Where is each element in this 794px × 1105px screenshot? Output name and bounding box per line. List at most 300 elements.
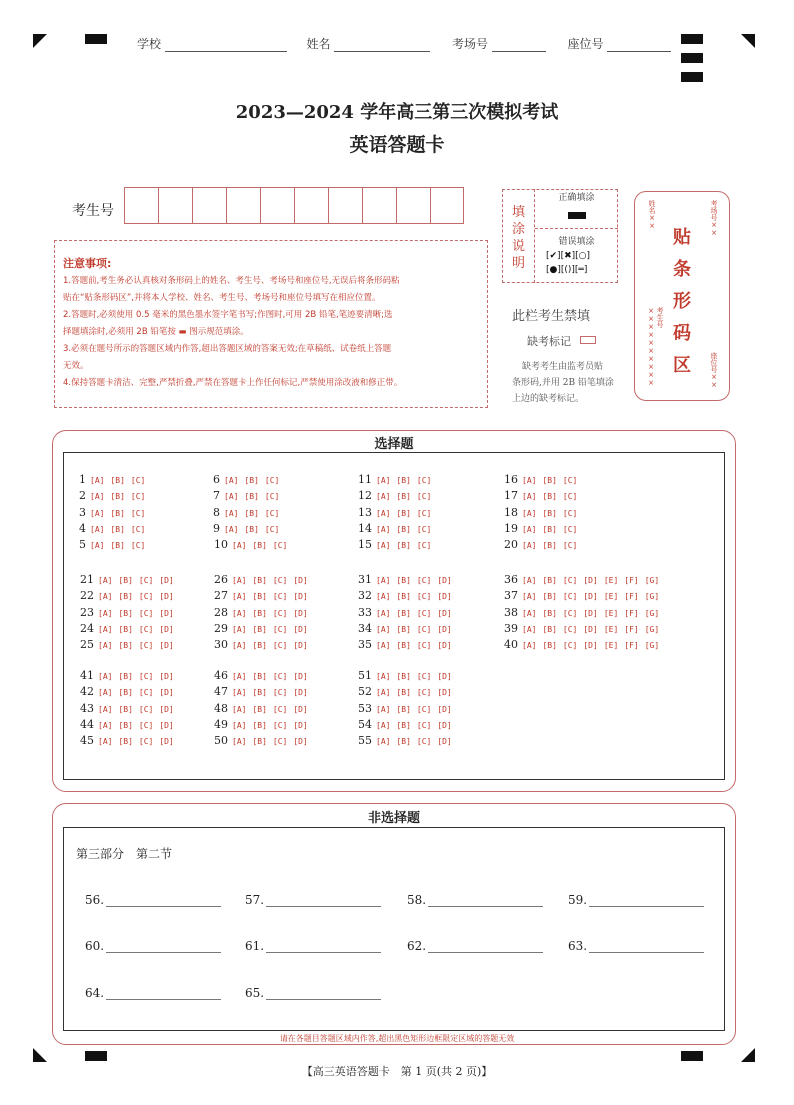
question-number: 54 [358,717,372,731]
part-label: 第三部分 第二节 [76,847,173,861]
answer-bubble-c[interactable]: [C] [130,524,146,534]
answer-bubble-g[interactable]: [G] [644,592,660,602]
exam-id-cell[interactable] [295,188,329,224]
exam-id-cell[interactable] [227,188,261,224]
answer-bubble-a[interactable]: [A] [232,688,247,698]
notes-line: 择题填涂时,必须用 2B 铅笔按 ▬ 图示规范填涂。 [63,327,249,337]
answer-bubble-a[interactable]: [A] [224,508,239,518]
answer-bubble-b[interactable]: [B] [110,524,125,534]
answer-bubble-b[interactable]: [B] [110,476,125,485]
answer-bubble-a[interactable]: [A] [522,492,537,502]
answer-bubble-c[interactable]: [C] [416,592,432,602]
fill-guide-char: 说 [512,239,526,254]
answer-bubble-b[interactable]: [B] [542,541,557,551]
answer-bubble-c[interactable]: [C] [264,492,280,502]
answer-bubble-a[interactable]: [A] [376,641,391,651]
barcode-examid-vertical: 考生号×××××××××× [647,307,664,387]
answer-bubble-d[interactable]: [D] [159,688,174,698]
answer-bubble-c[interactable]: [C] [416,576,432,585]
answer-bubble-a[interactable]: [A] [522,624,537,634]
answer-bubble-c[interactable]: [C] [130,541,146,551]
answer-bubble-a[interactable]: [A] [376,508,391,518]
answer-bubble-b[interactable]: [B] [396,624,411,634]
answer-line-62[interactable] [407,939,543,953]
barcode-char: 条 [673,259,691,280]
exam-id-cell[interactable] [125,188,159,224]
answer-line-57[interactable] [245,893,381,907]
answer-bubble-c[interactable]: [C] [416,508,432,518]
question-number: 16 [504,473,518,486]
answer-bubble-c[interactable]: [C] [138,720,154,730]
answer-bubble-a[interactable]: [A] [98,672,113,681]
answer-bubble-a[interactable]: [A] [90,524,105,534]
answer-bubble-c[interactable]: [C] [264,476,280,485]
notes-line: 4.保持答题卡清洁、完整,严禁折叠,严禁在答题卡上作任何标记,严禁使用涂改液和修正带。 [63,378,403,388]
answer-bubble-d[interactable]: [D] [583,608,598,618]
answer-bubble-c[interactable]: [C] [562,592,578,602]
answer-bubble-c[interactable]: [C] [562,508,578,518]
answer-bubble-a[interactable]: [A] [376,576,391,585]
wrong-fill-label: 错误填涂 [558,237,595,247]
exam-id-cell[interactable] [363,188,397,224]
question-number: 1 [79,473,86,486]
answer-bubble-c[interactable]: [C] [272,541,288,551]
answer-bubble-c[interactable]: [C] [138,688,154,698]
answer-bubble-c[interactable]: [C] [562,641,578,651]
answer-bubble-a[interactable]: [A] [98,608,113,618]
question-number: 20 [504,538,518,552]
answer-bubble-b[interactable]: [B] [396,688,411,698]
answer-bubble-b[interactable]: [B] [110,541,125,551]
answer-bubble-c[interactable]: [C] [272,720,288,730]
answer-bubble-b[interactable]: [B] [396,576,411,585]
answer-bubble-c[interactable]: [C] [272,672,288,681]
answer-bubble-c[interactable]: [C] [562,476,578,485]
answer-bubble-b[interactable]: [B] [542,641,557,651]
answer-bubble-a[interactable]: [A] [98,720,113,730]
answer-bubble-d[interactable]: [D] [437,592,452,602]
answer-bubble-c[interactable]: [C] [416,541,432,551]
answer-bubble-b[interactable]: [B] [542,624,557,634]
answer-bubble-a[interactable]: [A] [224,492,239,502]
answer-bubble-c[interactable]: [C] [562,492,578,502]
answer-blank[interactable] [106,895,221,907]
answer-bubble-a[interactable]: [A] [90,508,105,518]
answer-bubble-d[interactable]: [D] [159,592,174,602]
answer-bubble-a[interactable]: [A] [522,476,537,485]
answer-bubble-c[interactable]: [C] [562,541,578,551]
answer-bubble-f[interactable]: [F] [624,624,639,634]
answer-bubble-b[interactable]: [B] [252,641,267,651]
answer-bubble-e[interactable]: [E] [603,608,619,618]
answer-bubble-a[interactable]: [A] [90,476,105,485]
answer-bubble-d[interactable]: [D] [293,624,308,634]
answer-bubble-b[interactable]: [B] [118,672,133,681]
answer-bubble-a[interactable]: [A] [376,541,391,551]
answer-bubble-b[interactable]: [B] [396,476,411,485]
exam-id-cell[interactable] [193,188,227,224]
answer-bubble-g[interactable]: [G] [644,576,660,585]
answer-bubble-b[interactable]: [B] [542,492,557,502]
answer-bubble-c[interactable]: [C] [272,576,288,585]
answer-bubble-b[interactable]: [B] [244,476,259,485]
answer-blank[interactable] [266,895,381,907]
answer-bubble-a[interactable]: [A] [522,576,537,585]
answer-bubble-e[interactable]: [E] [603,641,619,651]
question-number: 50 [214,734,228,748]
answer-bubble-a[interactable]: [A] [232,704,247,714]
answer-bubble-b[interactable]: [B] [542,608,557,618]
answer-bubble-c[interactable]: [C] [138,608,154,618]
answer-line-56[interactable] [85,893,221,907]
answer-bubble-a[interactable]: [A] [522,541,537,551]
answer-bubble-c[interactable]: [C] [272,737,288,747]
answer-bubble-b[interactable]: [B] [244,492,259,502]
answer-bubble-b[interactable]: [B] [118,592,133,602]
answer-bubble-d[interactable]: [D] [293,641,308,651]
answer-blank[interactable] [266,941,381,953]
answer-bubble-b[interactable]: [B] [244,524,259,534]
exam-id-cell[interactable] [329,188,363,224]
answer-bubble-b[interactable]: [B] [542,476,557,485]
exam-id-cell[interactable] [431,188,465,224]
answer-bubble-a[interactable]: [A] [522,641,537,651]
answer-bubble-c[interactable]: [C] [138,592,154,602]
answer-bubble-b[interactable]: [B] [542,524,557,534]
answer-bubble-b[interactable]: [B] [252,624,267,634]
answer-bubble-d[interactable]: [D] [293,737,308,747]
answer-bubble-d[interactable]: [D] [293,720,308,730]
answer-bubble-d[interactable]: [D] [583,624,598,634]
answer-bubble-c[interactable]: [C] [562,624,578,634]
answer-bubble-d[interactable]: [D] [437,720,452,730]
answer-line-59[interactable] [568,893,704,907]
answer-bubble-b[interactable]: [B] [396,592,411,602]
answer-bubble-b[interactable]: [B] [252,704,267,714]
answer-bubble-b[interactable]: [B] [252,720,267,730]
answer-bubble-d[interactable]: [D] [293,672,308,681]
name-label: 姓名 [306,37,331,51]
name-field[interactable] [334,40,430,52]
answer-bubble-b[interactable]: [B] [252,541,267,551]
answer-bubble-a[interactable]: [A] [90,492,105,502]
answer-bubble-b[interactable]: [B] [252,672,267,681]
answer-bubble-d[interactable]: [D] [437,688,452,698]
answer-bubble-d[interactable]: [D] [293,688,308,698]
answer-bubble-a[interactable]: [A] [98,688,113,698]
answer-bubble-a[interactable]: [A] [98,704,113,714]
answer-line-64[interactable] [85,986,221,1000]
item-number: 63. [568,939,588,953]
answer-bubble-a[interactable]: [A] [224,476,239,485]
answer-bubble-a[interactable]: [A] [98,592,113,602]
answer-blank[interactable] [589,895,704,907]
answer-bubble-a[interactable]: [A] [376,476,391,485]
timing-block [681,34,703,44]
answer-bubble-c[interactable]: [C] [138,641,154,651]
answer-bubble-a[interactable]: [A] [232,592,247,602]
answer-bubble-c[interactable]: [C] [562,576,578,585]
item-number: 58. [407,893,427,907]
answer-bubble-d[interactable]: [D] [159,672,174,681]
answer-bubble-c[interactable]: [C] [272,592,288,602]
answer-bubble-d[interactable]: [D] [437,576,452,585]
answer-bubble-a[interactable]: [A] [376,688,391,698]
answer-bubble-c[interactable]: [C] [272,688,288,698]
answer-bubble-b[interactable]: [B] [396,672,411,681]
answer-line-65[interactable] [245,986,381,1000]
answer-blank[interactable] [428,941,543,953]
absent-desc-line: 条形码,并用 2B 铅笔填涂 [512,378,614,388]
answer-bubble-b[interactable]: [B] [542,592,557,602]
answer-bubble-b[interactable]: [B] [118,576,133,585]
answer-line-63[interactable] [568,939,704,953]
answer-bubble-d[interactable]: [D] [159,641,174,651]
wrong-fill-examples: [●][()][═] [546,265,588,275]
answer-bubble-b[interactable]: [B] [110,508,125,518]
notes-box [54,240,488,408]
notes-line: 1.答题前,考生务必认真核对条形码上的姓名、考生号、考场号和座位号,无误后将条形码粘 [63,276,400,286]
answer-bubble-b[interactable]: [B] [118,704,133,714]
answer-bubble-e[interactable]: [E] [603,576,619,585]
answer-bubble-a[interactable]: [A] [376,492,391,502]
answer-bubble-d[interactable]: [D] [293,576,308,585]
answer-bubble-c[interactable]: [C] [272,624,288,634]
answer-bubble-d[interactable]: [D] [159,737,174,747]
answer-bubble-b[interactable]: [B] [396,641,411,651]
notes-line: 无效。 [63,361,89,371]
answer-bubble-a[interactable]: [A] [232,624,247,634]
exam-id-boxes[interactable] [124,187,464,224]
answer-bubble-b[interactable]: [B] [110,492,125,502]
answer-bubble-a[interactable]: [A] [232,541,247,551]
answer-bubble-a[interactable]: [A] [232,737,247,747]
answer-bubble-d[interactable]: [D] [293,704,308,714]
answer-bubble-a[interactable]: [A] [98,576,113,585]
answer-bubble-c[interactable]: [C] [272,608,288,618]
answer-bubble-c[interactable]: [C] [130,476,146,485]
answer-bubble-c[interactable]: [C] [138,672,154,681]
answer-bubble-d[interactable]: [D] [159,624,174,634]
seat-field[interactable] [607,40,671,52]
question-number: 7 [213,489,220,503]
answer-bubble-d[interactable]: [D] [437,641,452,651]
answer-bubble-c[interactable]: [C] [138,576,154,585]
answer-bubble-d[interactable]: [D] [437,624,452,634]
answer-bubble-d[interactable]: [D] [159,720,174,730]
answer-bubble-c[interactable]: [C] [416,688,432,698]
answer-bubble-a[interactable]: [A] [522,592,537,602]
answer-bubble-c[interactable]: [C] [130,492,146,502]
answer-bubble-a[interactable]: [A] [522,524,537,534]
answer-bubble-a[interactable]: [A] [232,608,247,618]
question-number: 45 [80,734,94,748]
fill-guide-label [512,204,526,272]
answer-bubble-b[interactable]: [B] [252,737,267,747]
question-number: 13 [358,505,372,519]
answer-line-60[interactable] [85,939,221,953]
answer-bubble-a[interactable]: [A] [232,576,247,585]
question-number: 35 [358,638,372,652]
question-number: 26 [214,573,228,586]
question-number: 43 [80,701,94,715]
item-number: 59. [568,893,588,907]
answer-bubble-b[interactable]: [B] [252,608,267,618]
answer-bubble-b[interactable]: [B] [252,576,267,585]
answer-bubble-c[interactable]: [C] [562,608,578,618]
answer-bubble-d[interactable]: [D] [437,608,452,618]
corner-mark-top-right [741,34,755,48]
question-number: 15 [358,538,372,552]
exam-id-cell[interactable] [159,188,193,224]
barcode-area[interactable] [634,191,730,401]
answer-bubble-f[interactable]: [F] [624,576,639,585]
answer-bubble-a[interactable]: [A] [232,720,247,730]
barcode-room-vertical: 考场号×× [710,200,718,237]
exam-room-field[interactable] [492,40,546,52]
answer-bubble-f[interactable]: [F] [624,592,639,602]
question-number: 28 [214,605,228,619]
answer-bubble-a[interactable]: [A] [90,541,105,551]
answer-bubble-c[interactable]: [C] [138,737,154,747]
answer-bubble-a[interactable]: [A] [376,737,391,747]
answer-bubble-a[interactable]: [A] [376,608,391,618]
answer-blank[interactable] [589,941,704,953]
answer-bubble-e[interactable]: [E] [603,592,619,602]
answer-bubble-a[interactable]: [A] [98,624,113,634]
answer-bubble-d[interactable]: [D] [583,576,598,585]
question-number: 8 [213,505,220,519]
answer-bubble-a[interactable]: [A] [98,737,113,747]
question-number: 23 [80,605,94,619]
answer-bubble-b[interactable]: [B] [252,688,267,698]
answer-bubble-b[interactable]: [B] [118,737,133,747]
answer-bubble-f[interactable]: [F] [624,641,639,651]
answer-bubble-b[interactable]: [B] [396,737,411,747]
answer-bubble-b[interactable]: [B] [542,576,557,585]
exam-id-cell[interactable] [261,188,295,224]
answer-bubble-c[interactable]: [C] [416,720,432,730]
answer-bubble-b[interactable]: [B] [396,524,411,534]
answer-bubble-d[interactable]: [D] [437,737,452,747]
answer-bubble-d[interactable]: [D] [583,592,598,602]
page-footer: 【高三英语答题卡 第 1 页(共 2 页)】 [301,1065,493,1078]
answer-bubble-b[interactable]: [B] [118,688,133,698]
correct-fill-example [568,212,586,219]
answer-bubble-b[interactable]: [B] [396,492,411,502]
answer-bubble-a[interactable]: [A] [376,704,391,714]
answer-bubble-a[interactable]: [A] [98,641,113,651]
answer-bubble-a[interactable]: [A] [522,508,537,518]
answer-bubble-a[interactable]: [A] [376,672,391,681]
question-number: 51 [358,669,372,682]
answer-bubble-b[interactable]: [B] [118,608,133,618]
answer-line-58[interactable] [407,893,543,907]
answer-bubble-b[interactable]: [B] [118,720,133,730]
answer-bubble-c[interactable]: [C] [416,476,432,485]
answer-bubble-g[interactable]: [G] [644,608,660,618]
answer-bubble-d[interactable]: [D] [159,576,174,585]
answer-bubble-d[interactable]: [D] [437,704,452,714]
answer-bubble-c[interactable]: [C] [562,524,578,534]
notes-line: 2.答题时,必须使用 0.5 毫米的黑色墨水签字笔书写;作图时,可用 2B 铅笔,笔迹要清晰;选 [63,310,393,320]
answer-blank[interactable] [106,941,221,953]
answer-bubble-a[interactable]: [A] [376,720,391,730]
answer-bubble-g[interactable]: [G] [644,624,660,634]
answer-bubble-b[interactable]: [B] [244,508,259,518]
answer-bubble-c[interactable]: [C] [416,608,432,618]
absent-mark-box[interactable] [580,336,596,344]
answer-bubble-c[interactable]: [C] [416,641,432,651]
answer-bubble-c[interactable]: [C] [130,508,146,518]
nonchoice-title: 非选择题 [367,811,420,826]
answer-bubble-a[interactable]: [A] [376,592,391,602]
question-number: 31 [358,573,372,586]
answer-bubble-a[interactable]: [A] [232,672,247,681]
answer-bubble-d[interactable]: [D] [437,672,452,681]
answer-line-61[interactable] [245,939,381,953]
answer-bubble-a[interactable]: [A] [522,608,537,618]
answer-bubble-c[interactable]: [C] [138,704,154,714]
question-number: 46 [214,669,228,682]
absent-desc [512,359,614,407]
answer-bubble-c[interactable]: [C] [272,641,288,651]
answer-bubble-c[interactable]: [C] [416,737,432,747]
answer-bubble-c[interactable]: [C] [416,524,432,534]
question-number: 6 [213,473,220,486]
answer-blank[interactable] [106,988,221,1000]
exam-id-cell[interactable] [397,188,431,224]
answer-bubble-d[interactable]: [D] [293,592,308,602]
school-field[interactable] [165,40,287,52]
answer-bubble-b[interactable]: [B] [252,592,267,602]
answer-bubble-b[interactable]: [B] [396,541,411,551]
answer-bubble-a[interactable]: [A] [376,624,391,634]
answer-bubble-a[interactable]: [A] [376,524,391,534]
answer-bubble-c[interactable]: [C] [138,624,154,634]
answer-bubble-f[interactable]: [F] [624,608,639,618]
answer-bubble-d[interactable]: [D] [159,608,174,618]
fill-guide-hline [535,228,618,229]
answer-bubble-d[interactable]: [D] [583,641,598,651]
bottom-warning: 请在各题目答题区域内作答,超出黑色矩形边框限定区域的答题无效 [279,1034,515,1043]
answer-blank[interactable] [266,988,381,1000]
answer-bubble-c[interactable]: [C] [264,508,280,518]
answer-blank[interactable] [428,895,543,907]
answer-bubble-c[interactable]: [C] [416,672,432,681]
answer-bubble-b[interactable]: [B] [396,720,411,730]
answer-bubble-b[interactable]: [B] [118,624,133,634]
item-number: 64. [85,986,105,1000]
answer-bubble-d[interactable]: [D] [159,704,174,714]
answer-bubble-g[interactable]: [G] [644,641,660,651]
answer-bubble-c[interactable]: [C] [264,524,280,534]
question-number: 24 [80,621,94,635]
answer-bubble-c[interactable]: [C] [416,492,432,502]
answer-bubble-b[interactable]: [B] [396,704,411,714]
answer-bubble-b[interactable]: [B] [118,641,133,651]
answer-bubble-e[interactable]: [E] [603,624,619,634]
answer-bubble-a[interactable]: [A] [224,524,239,534]
answer-bubble-a[interactable]: [A] [232,641,247,651]
answer-bubble-c[interactable]: [C] [416,624,432,634]
answer-bubble-c[interactable]: [C] [272,704,288,714]
answer-bubble-c[interactable]: [C] [416,704,432,714]
answer-bubble-b[interactable]: [B] [542,508,557,518]
answer-bubble-d[interactable]: [D] [293,608,308,618]
answer-bubble-b[interactable]: [B] [396,508,411,518]
answer-bubble-b[interactable]: [B] [396,608,411,618]
